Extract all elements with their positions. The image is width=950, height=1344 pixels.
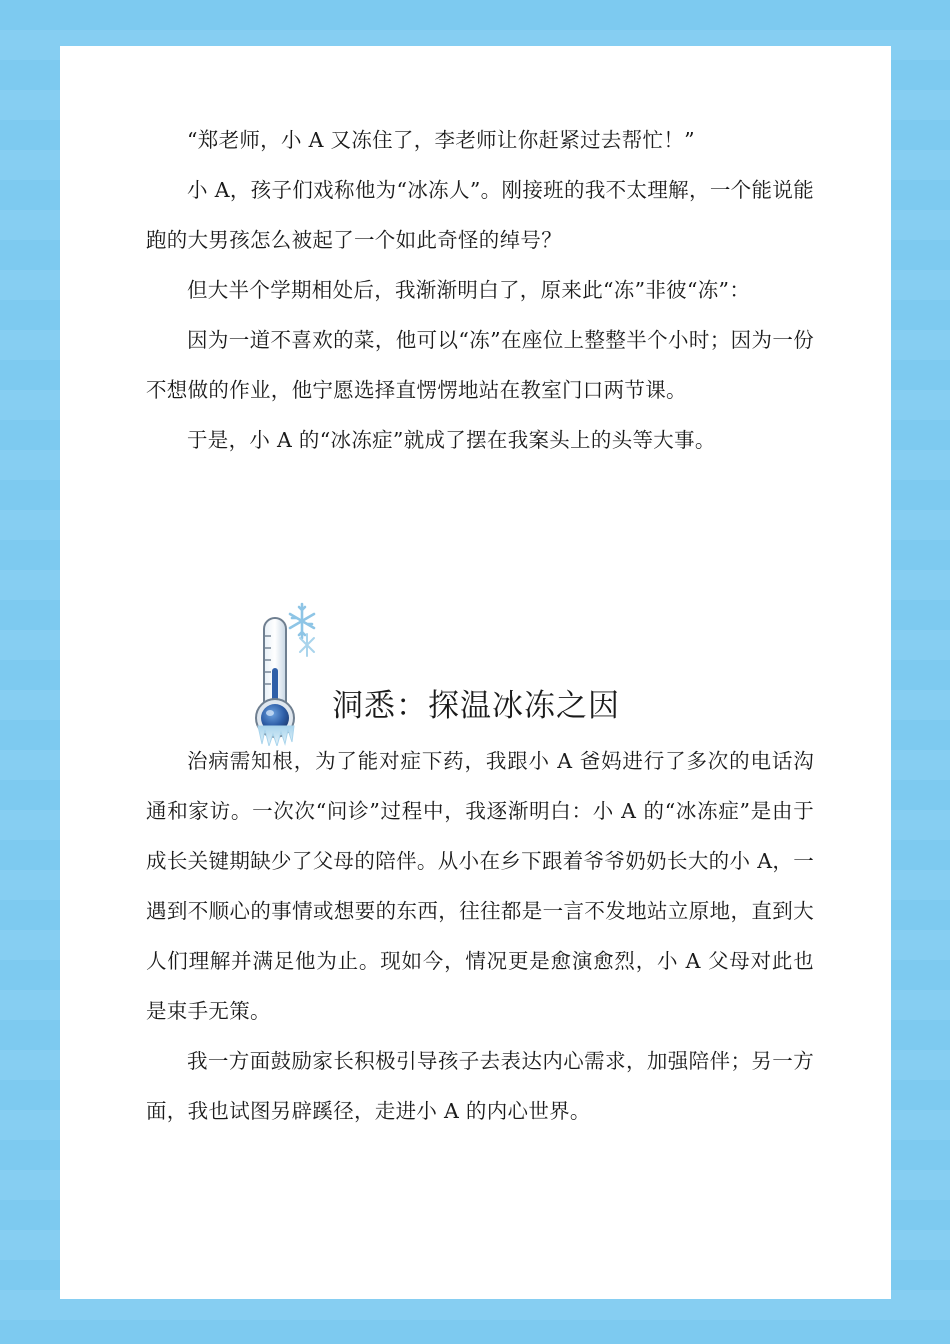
paragraph: “郑老师，小 A 又冻住了，李老师让你赶紧过去帮忙！” (187, 128, 695, 152)
section-cause (146, 736, 814, 1136)
paragraph: 但大半个学期相处后，我渐渐明白了，原来此“冻”非彼“冻”： (187, 278, 751, 302)
paragraph: 因为一道不喜欢的菜，他可以“冻”在座位上整整半个小时；因为一份不想做的作业，他宁愿选择直愣愣地站在教室门口两节课。 (146, 328, 814, 402)
paragraph: 治病需知根，为了能对症下药，我跟小 A 爸妈进行了多次的电话沟通和家访。一次次“问诊”过程中，我逐渐明白：小 A 的“冰冻症”是由于成长关键期缺少了父母的陪伴。从小在乡下跟着爷爷奶奶长大的小 A，一遇到不顺心的事情或想要的东西，往往都是一言不发地站立原地，直到大人们理解并满足他为止。现如今，情况更是愈演愈烈，小 A 父母对此也是束手无策。 (146, 749, 814, 1023)
thermometer-snowflake-icon (250, 596, 320, 746)
paragraph: 于是，小 A 的“冰冻症”就成了摆在我案头上的头等大事。 (187, 428, 716, 452)
section-intro (146, 115, 814, 465)
paragraph: 小 A，孩子们戏称他为“冰冻人”。刚接班的我不太理解，一个能说能跑的大男孩怎么被起了一个如此奇怪的绰号？ (146, 178, 814, 252)
paragraph: 我一方面鼓励家长积极引导孩子去表达内心需求，加强陪伴；另一方面，我也试图另辟蹊径，走进小 A 的内心世界。 (146, 1049, 814, 1123)
section-heading (146, 596, 814, 746)
document-page (60, 46, 891, 1299)
section-title: 洞悉：探温冰冻之因 (332, 688, 620, 724)
